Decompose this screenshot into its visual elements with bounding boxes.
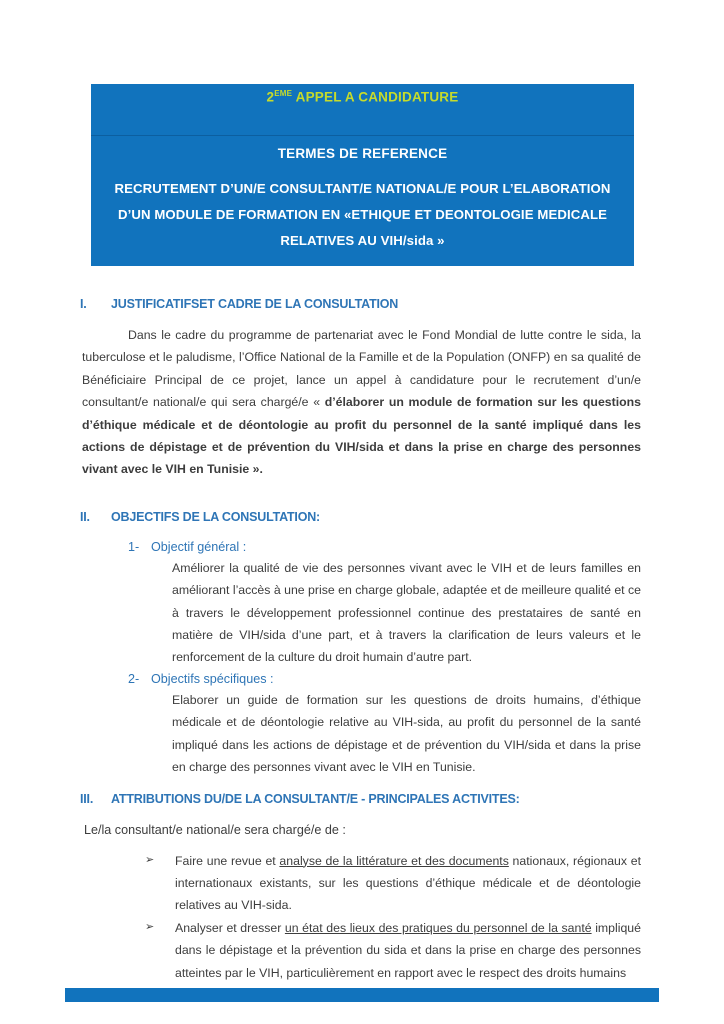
footer-stripe	[65, 988, 659, 1002]
section-2-title: OBJECTIFS DE LA CONSULTATION:	[111, 509, 321, 524]
bullet-2-text	[175, 917, 641, 984]
section-2-numeral: II.	[80, 509, 90, 524]
objective-specific-label	[128, 672, 724, 686]
bullet-1-text	[175, 850, 641, 917]
bullet-2-post: impliqué dans le dépistage et la prévention du sida et dans la prise en charge des personnes atteintes par le VIH, particulièrement en rapport avec le respect des droits humains	[175, 920, 641, 980]
section-1-paragraph	[82, 324, 641, 481]
section-heading-2	[80, 510, 664, 524]
banner-title-row	[91, 84, 634, 136]
section-1-title: JUSTIFICATIFSET CADRE DE LA CONSULTATION	[111, 297, 399, 311]
section-heading-3	[80, 792, 664, 806]
appel-title-superscript: EME	[274, 89, 293, 98]
objective-specific-text: Elaborer un guide de formation sur les questions de droits humains, d’éthique médicale et de déontologie relative au VIH-sida, au profit du personnel de la santé impliqué dans les actions de dépistage et de prévention du VIH/sida et dans la prise en charge des personnes vivant avec le VIH en Tunisie.	[172, 692, 641, 775]
arrow-bullet-icon: ➢	[145, 853, 155, 866]
attributions-intro: Le/la consultant/e national/e sera chargé/e de :	[84, 822, 346, 837]
list-item	[145, 917, 641, 984]
section-1-numeral: I.	[80, 297, 87, 311]
objective-general-text: Améliorer la qualité de vie des personnes vivant avec le VIH et de leurs familles en améliorant l’accès à une prise en charge globale, adaptée et de meilleure qualité et ce à travers le développement professionnel continue des prestataires de santé en matière de VIH/sida d’une part, et à travers la clarification de leurs valeurs et le renforcement de la culture du droit humain d’autre part.	[172, 560, 641, 665]
bullet-1-post: nationaux, régionaux et internationaux existants, sur les questions d’éthique médicale et de déontologie relatives au VIH-sida.	[175, 853, 642, 913]
objective-1-number: 1-	[128, 539, 140, 554]
banner-subtitle-row	[91, 136, 634, 266]
document-body	[0, 297, 724, 984]
bullet-2-underlined: un état des lieux des pratiques du personnel de la santé	[284, 920, 592, 935]
appel-title-prefix: 2	[266, 89, 275, 105]
objective-general-label	[128, 540, 724, 554]
objective-2-number: 2-	[128, 671, 140, 686]
bullet-list	[145, 850, 641, 984]
header-banner	[91, 84, 634, 266]
bullet-2-pre: Analyser et dresser	[175, 920, 285, 935]
para-normal-text: Dans le cadre du programme de partenariat avec le Fond Mondial de lutte contre le sida, la tuberculose et le paludisme, l’Office National de la Famille et de la Population (ONFP) en sa qualité de Bénéficiaire Principal de ce projet, lance un appel à candidature pour le recrutement d’un/e consultant/e national/e qui sera chargé/e «	[82, 328, 641, 410]
para-end-text: ».	[249, 462, 263, 477]
section-3-numeral: III.	[80, 791, 94, 806]
bullet-1-underlined: analyse de la littérature et des documents	[279, 853, 509, 868]
section-heading-1	[80, 297, 664, 311]
arrow-bullet-icon: ➢	[145, 920, 155, 933]
para-bold-text: d’élaborer un module de formation sur les questions d’éthique médicale et de déontologie au profit du personnel de la santé impliqué dans les actions de dépistage et de prévention du VIH/sida et dans la prise en charge des personnes vivant avec le VIH en Tunisie	[82, 395, 641, 477]
objective-2-label: Objectifs spécifiques :	[151, 671, 274, 686]
recrutement-title: RECRUTEMENT D’UN/E CONSULTANT/E NATIONAL/E POUR L’ELABORATION D’UN MODULE DE FORMATION EN «ETHIQUE ET DEONTOLOGIE MEDICALE RELATIVES AU VIH/sida »	[114, 181, 611, 248]
section-3-title: ATTRIBUTIONS DU/DE LA CONSULTANT/E - PRINCIPALES ACTIVITES:	[111, 791, 520, 806]
bullet-1-pre: Faire une revue et	[175, 853, 280, 868]
list-item	[145, 850, 641, 917]
objective-1-label: Objectif général :	[151, 539, 247, 554]
appel-title-text: APPEL A CANDIDATURE	[292, 89, 459, 105]
termes-de-reference-title: TERMES DE REFERENCE	[277, 146, 448, 161]
